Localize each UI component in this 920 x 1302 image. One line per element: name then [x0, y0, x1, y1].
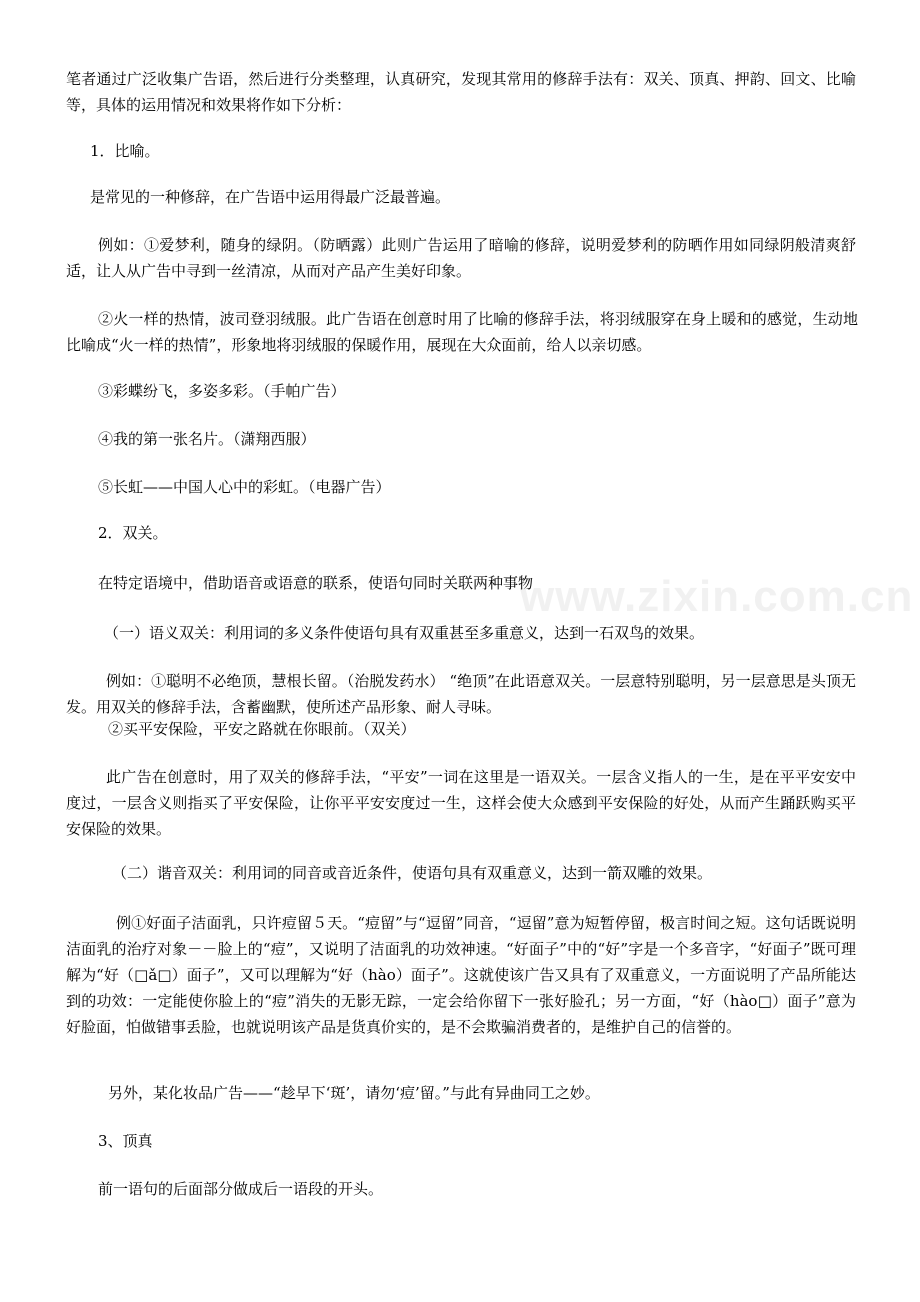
list-item: ③彩蝶纷飞，多姿多彩。（手帕广告）: [98, 382, 346, 400]
paragraph: 另外，某化妆品广告——“趁早下‘斑’，请勿‘痘’留。”与此有异曲同工之妙。: [108, 1084, 600, 1102]
paragraph-example: 例如：①聪明不必绝顶，慧根长留。（治脱发药水） “绝顶”在此语意双关。一层意特别聪明，另一层意思是头顶无发。用双关的修辞手法，含蓄幽默，使所述产品形象、耐人寻味。: [66, 672, 856, 716]
list-item: ④我的第一张名片。（潇翔西服）: [98, 430, 316, 448]
section-heading-anadiplosis: 3、顶真: [98, 1132, 153, 1150]
section-heading-metaphor: 1．比喻。: [90, 142, 160, 160]
list-item: ⑤长虹——中国人心中的彩虹。（电器广告）: [98, 478, 391, 496]
paragraph-example: 例①好面子洁面乳，只许痘留５天。“痘留”与“逗留”同音，“逗留”意为短暂停留，极言时间之短。这句话既说明洁面乳的治疗对象－－脸上的“痘”，又说明了洁面乳的功效神速。“好面子”中的“好”字是一个多音字，“好面子”既可理解为“好（□ǎ□）面子”，又可以理解为“好（hào）面子”。这就使该广告又具有了双重意义，一方面说明了产品所能达到的功效：一定能使你脸上的“痘”消失的无影无踪，一定会给你留下一张好脸孔；另一方面，“好（hào□）面子”意为好脸面，怕做错事丢脸，也就说明该产品是货真价实的，是不会欺骗消费者的，是维护自己的信誉的。: [66, 914, 856, 1036]
section-heading-pun: 2．双关。: [98, 524, 168, 542]
subsection-heading: （二）谐音双关：利用词的同音或音近条件，使语句具有双重意义，达到一箭双雕的效果。: [112, 864, 713, 882]
paragraph-example: ②火一样的热情，波司登羽绒服。此广告语在创意时用了比喻的修辞手法，将羽绒服穿在身上暖和的感觉，生动地比喻成“火一样的热情”，形象地将羽绒服的保暖作用，展现在大众面前，给人以亲切感。: [66, 310, 858, 354]
intro-paragraph: 笔者通过广泛收集广告语，然后进行分类整理，认真研究，发现其常用的修辞手法有：双关、顶真、押韵、回文、比喻等，具体的运用情况和效果将作如下分析：: [66, 70, 856, 114]
paragraph: 是常见的一种修辞，在广告语中运用得最广泛最普遍。: [90, 188, 451, 206]
paragraph-example: 例如：①爱梦利，随身的绿阴。（防晒露）此则广告运用了暗喻的修辞，说明爱梦利的防晒作用如同绿阴般清爽舒适，让人从广告中寻到一丝清凉，从而对产品产生美好印象。: [66, 236, 856, 280]
subsection-heading: （一）语义双关：利用词的多义条件使语句具有双重甚至多重意义，达到一石双鸟的效果。: [104, 624, 705, 642]
paragraph: 前一语句的后面部分做成后一语段的开头。: [98, 1180, 384, 1198]
paragraph-example: ②买平安保险，平安之路就在你眼前。（双关）: [108, 720, 416, 738]
paragraph: 此广告在创意时，用了双关的修辞手法，“平安”一词在这里是一语双关。一层含义指人的一生，是在平平安安中度过，一层含义则指买了平安保险，让你平平安安度过一生，这样会使大众感到平安保险的好处，从而产生踊跃购买平安保险的效果。: [66, 768, 856, 838]
watermark: www.zixin.com.cn: [520, 572, 914, 621]
paragraph: 在特定语境中，借助语音或语意的联系，使语句同时关联两种事物: [98, 574, 534, 592]
